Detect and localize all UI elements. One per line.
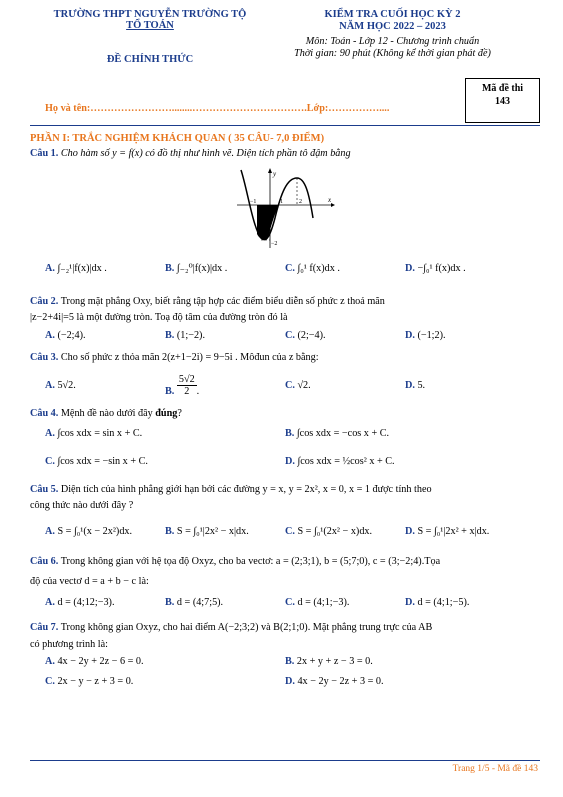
q4-b-text: ∫cos xdx = −cos x + C. xyxy=(296,428,390,439)
q4-option-b[interactable]: B. ∫cos xdx = −cos x + C. xyxy=(285,428,390,439)
q5-b-text: S = ∫₀¹|2x² − x|dx. xyxy=(176,526,249,537)
student-name-field xyxy=(45,103,389,114)
q3-option-b[interactable]: B. $\frac{5√2}{2}$ . xyxy=(165,374,200,397)
question-2 xyxy=(30,296,385,307)
footer-page-number: Trang 1/5 - Mã đề 143 xyxy=(452,764,538,774)
q1-graph xyxy=(235,168,335,250)
q6-option-c[interactable]: C. d = (4;1;−3). xyxy=(285,597,350,608)
department-name: TỔ TOÁN xyxy=(126,20,174,31)
q4-option-a[interactable]: A. ∫cos xdx = sin x + C. xyxy=(45,428,143,439)
q7-d-text: 4x − 2y − 2z + 3 = 0. xyxy=(297,676,384,687)
q4-option-c[interactable]: C. ∫cos xdx = −sin x + C. xyxy=(45,456,148,467)
q3-b-numerator: 5√2 xyxy=(178,374,195,385)
q5-line1: Diện tích của hình phẳng giới hạn bởi các đường y = x, y = 2x², x = 0, x = 1 được tính theo xyxy=(60,484,432,495)
time-line: Thời gian: 90 phút (Không kể thời gian phát đề) xyxy=(294,48,491,59)
subject-line: Môn: Toán - Lớp 12 - Chương trình chuẩn xyxy=(305,36,480,47)
q1-option-a[interactable]: A. ∫₋₂¹|f(x)|dx . xyxy=(45,263,107,274)
q5-a-text: S = ∫₀¹(x − 2x²)dx. xyxy=(57,526,133,537)
q1-d-text: −∫₀¹ f(x)dx . xyxy=(417,263,466,274)
q7-option-d[interactable]: D. 4x − 2y − 2z + 3 = 0. xyxy=(285,676,384,687)
q2-option-d[interactable]: D. (−1;2). xyxy=(405,330,446,341)
school-year: NĂM HỌC 2022 – 2023 xyxy=(339,21,446,32)
q4-a-text: ∫cos xdx = sin x + C. xyxy=(57,428,143,439)
q7-option-b[interactable]: B. 2x + y + z − 3 = 0. xyxy=(285,656,373,667)
q6-option-d[interactable]: D. d = (4;1;−5). xyxy=(405,597,470,608)
q3-option-a[interactable]: A. 5√2. xyxy=(45,380,76,391)
q3-c-text: √2. xyxy=(297,380,311,391)
q1-a-text: ∫₋₂¹|f(x)|dx . xyxy=(57,263,107,274)
q6-label: Câu 6. xyxy=(30,556,59,567)
q5-label: Câu 5. xyxy=(30,484,59,495)
graph-neg1-label: −1 xyxy=(250,199,257,205)
q3-option-d[interactable]: D. 5. xyxy=(405,380,426,391)
q1-option-d[interactable]: D. −∫₀¹ f(x)dx . xyxy=(405,263,466,274)
q2-line1: Trong mặt phẳng Oxy, biết rằng tập hợp các điểm biểu diễn số phức z thoả mãn xyxy=(60,296,385,307)
graph-y-label: y xyxy=(273,170,277,178)
q3-label: Câu 3. xyxy=(30,352,59,363)
q5-d-text: S = ∫₀¹|2x² + x|dx. xyxy=(417,526,490,537)
question-7 xyxy=(30,622,432,633)
graph-neg2-label: −2 xyxy=(271,241,278,247)
question-3 xyxy=(30,352,319,363)
q6-option-b[interactable]: B. d = (4;7;5). xyxy=(165,597,224,608)
q6-d-text: d = (4;1;−5). xyxy=(417,597,470,608)
exam-code-box xyxy=(465,78,540,123)
question-6 xyxy=(30,556,440,567)
q3-text: Cho số phức z thỏa mãn 2(z+1−2i) = 9−5i . Môđun của z bằng: xyxy=(60,352,319,363)
q2-option-b[interactable]: B. (1;−2). xyxy=(165,330,205,341)
q7-option-a[interactable]: A. 4x − 2y + 2z − 6 = 0. xyxy=(45,656,144,667)
student-class-dots: …………….... xyxy=(328,103,390,114)
q7-b-text: 2x + y + z − 3 = 0. xyxy=(296,656,373,667)
question-1 xyxy=(30,148,351,159)
q7-c-text: 2x − y − z + 3 = 0. xyxy=(57,676,134,687)
q6-b-text: d = (4;7;5). xyxy=(176,597,224,608)
q5-option-d[interactable]: D. S = ∫₀¹|2x² + x|dx. xyxy=(405,526,490,537)
q1-text: Cho hàm số y = f(x) có đồ thị như hình vẽ. Diện tích phần tô đậm bằng xyxy=(60,148,351,159)
q5-option-c[interactable]: C. S = ∫₀¹(2x² − x)dx. xyxy=(285,526,373,537)
q4-option-d[interactable]: D. ∫cos xdx = ½cos² x + C. xyxy=(285,456,395,467)
q5-option-b[interactable]: B. S = ∫₀¹|2x² − x|dx. xyxy=(165,526,249,537)
part1-title: PHẦN I: TRẮC NGHIỆM KHÁCH QUAN ( 35 CÂU- 7,0 ĐIỂM) xyxy=(30,133,325,144)
q5-line2: công thức nào dưới đây ? xyxy=(30,500,134,511)
q1-label: Câu 1. xyxy=(30,148,59,159)
student-class-label: Lớp: xyxy=(306,103,329,114)
q1-b-text: ∫₋₂⁰|f(x)|dx . xyxy=(176,263,228,274)
graph-two-label: 2 xyxy=(299,199,302,205)
q7-a-text: 4x − 2y + 2z − 6 = 0. xyxy=(57,656,144,667)
student-name-label: Họ và tên: xyxy=(45,103,91,114)
q6-c-text: d = (4;1;−3). xyxy=(297,597,350,608)
q3-b-denominator: 2 xyxy=(184,386,190,397)
q2-a-text: (−2;4). xyxy=(57,330,86,341)
question-4: Câu 4. Mệnh đề nào dưới đây đúng? xyxy=(30,408,182,419)
graph-origin-label: O xyxy=(271,209,276,215)
q7-option-c[interactable]: C. 2x − y − z + 3 = 0. xyxy=(45,676,134,687)
q4-c-text: ∫cos xdx = −sin x + C. xyxy=(57,456,148,467)
exam-title: KIỂM TRA CUỐI HỌC KỲ 2 xyxy=(324,9,461,20)
official-label: ĐỀ CHÍNH THỨC xyxy=(106,54,194,65)
q4-label: Câu 4. xyxy=(30,408,59,419)
q2-line2: |z−2+4i|=5 là một đường tròn. Toạ độ tâm của đường tròn đó là xyxy=(30,312,288,323)
q7-line2: có phương trình là: xyxy=(30,639,108,650)
q4-bold: đúng xyxy=(155,408,178,419)
q2-label: Câu 2. xyxy=(30,296,59,307)
q5-c-text: S = ∫₀¹(2x² − x)dx. xyxy=(297,526,373,537)
q6-line1: Trong không gian với hệ tọa độ Oxyz, cho ba vectơ: a = (2;3;1), b = (5;7;0), c = (3;−2;4).Tọa xyxy=(60,556,441,567)
q2-option-a[interactable]: A. (−2;4). xyxy=(45,330,86,341)
q2-b-text: (1;−2). xyxy=(176,330,205,341)
header-divider xyxy=(30,125,540,126)
q3-d-text: 5. xyxy=(417,380,426,391)
q5-option-a[interactable]: A. S = ∫₀¹(x − 2x²)dx. xyxy=(45,526,133,537)
q6-line2: độ của vectơ d = a + b − c là: xyxy=(30,576,149,587)
footer-divider xyxy=(30,760,540,761)
exam-code-value: 143 xyxy=(495,96,510,107)
q6-option-a[interactable]: A. d = (4;12;−3). xyxy=(45,597,115,608)
school-name: TRƯỜNG THPT NGUYỄN TRƯỜNG TỘ xyxy=(53,9,247,20)
q2-c-text: (2;−4). xyxy=(297,330,326,341)
exam-code-label: Mã đề thi xyxy=(481,83,524,94)
q3-a-text: 5√2. xyxy=(57,380,76,391)
question-5 xyxy=(30,484,432,495)
q2-d-text: (−1;2). xyxy=(417,330,446,341)
q7-line1: Trong không gian Oxyz, cho hai điểm A(−2;3;2) và B(2;1;0). Mặt phẳng trung trực của AB xyxy=(60,622,433,633)
q1-option-b[interactable]: B. ∫₋₂⁰|f(x)|dx . xyxy=(165,263,228,274)
q4-d-text: ∫cos xdx = ½cos² x + C. xyxy=(297,456,395,467)
graph-one-label: 1 xyxy=(280,199,283,205)
q1-c-text: ∫₀¹ f(x)dx . xyxy=(297,263,340,274)
q1-option-c[interactable]: C. ∫₀¹ f(x)dx . xyxy=(285,263,340,274)
q6-a-text: d = (4;12;−3). xyxy=(57,597,115,608)
student-name-dots: ……………………........……………………………. xyxy=(90,103,307,114)
q2-option-c[interactable]: C. (2;−4). xyxy=(285,330,326,341)
graph-x-label: x xyxy=(328,196,332,204)
q4-text: Mệnh đề nào dưới đây xyxy=(60,408,153,419)
q7-label: Câu 7. xyxy=(30,622,59,633)
q3-option-c[interactable]: C. √2. xyxy=(285,380,311,391)
